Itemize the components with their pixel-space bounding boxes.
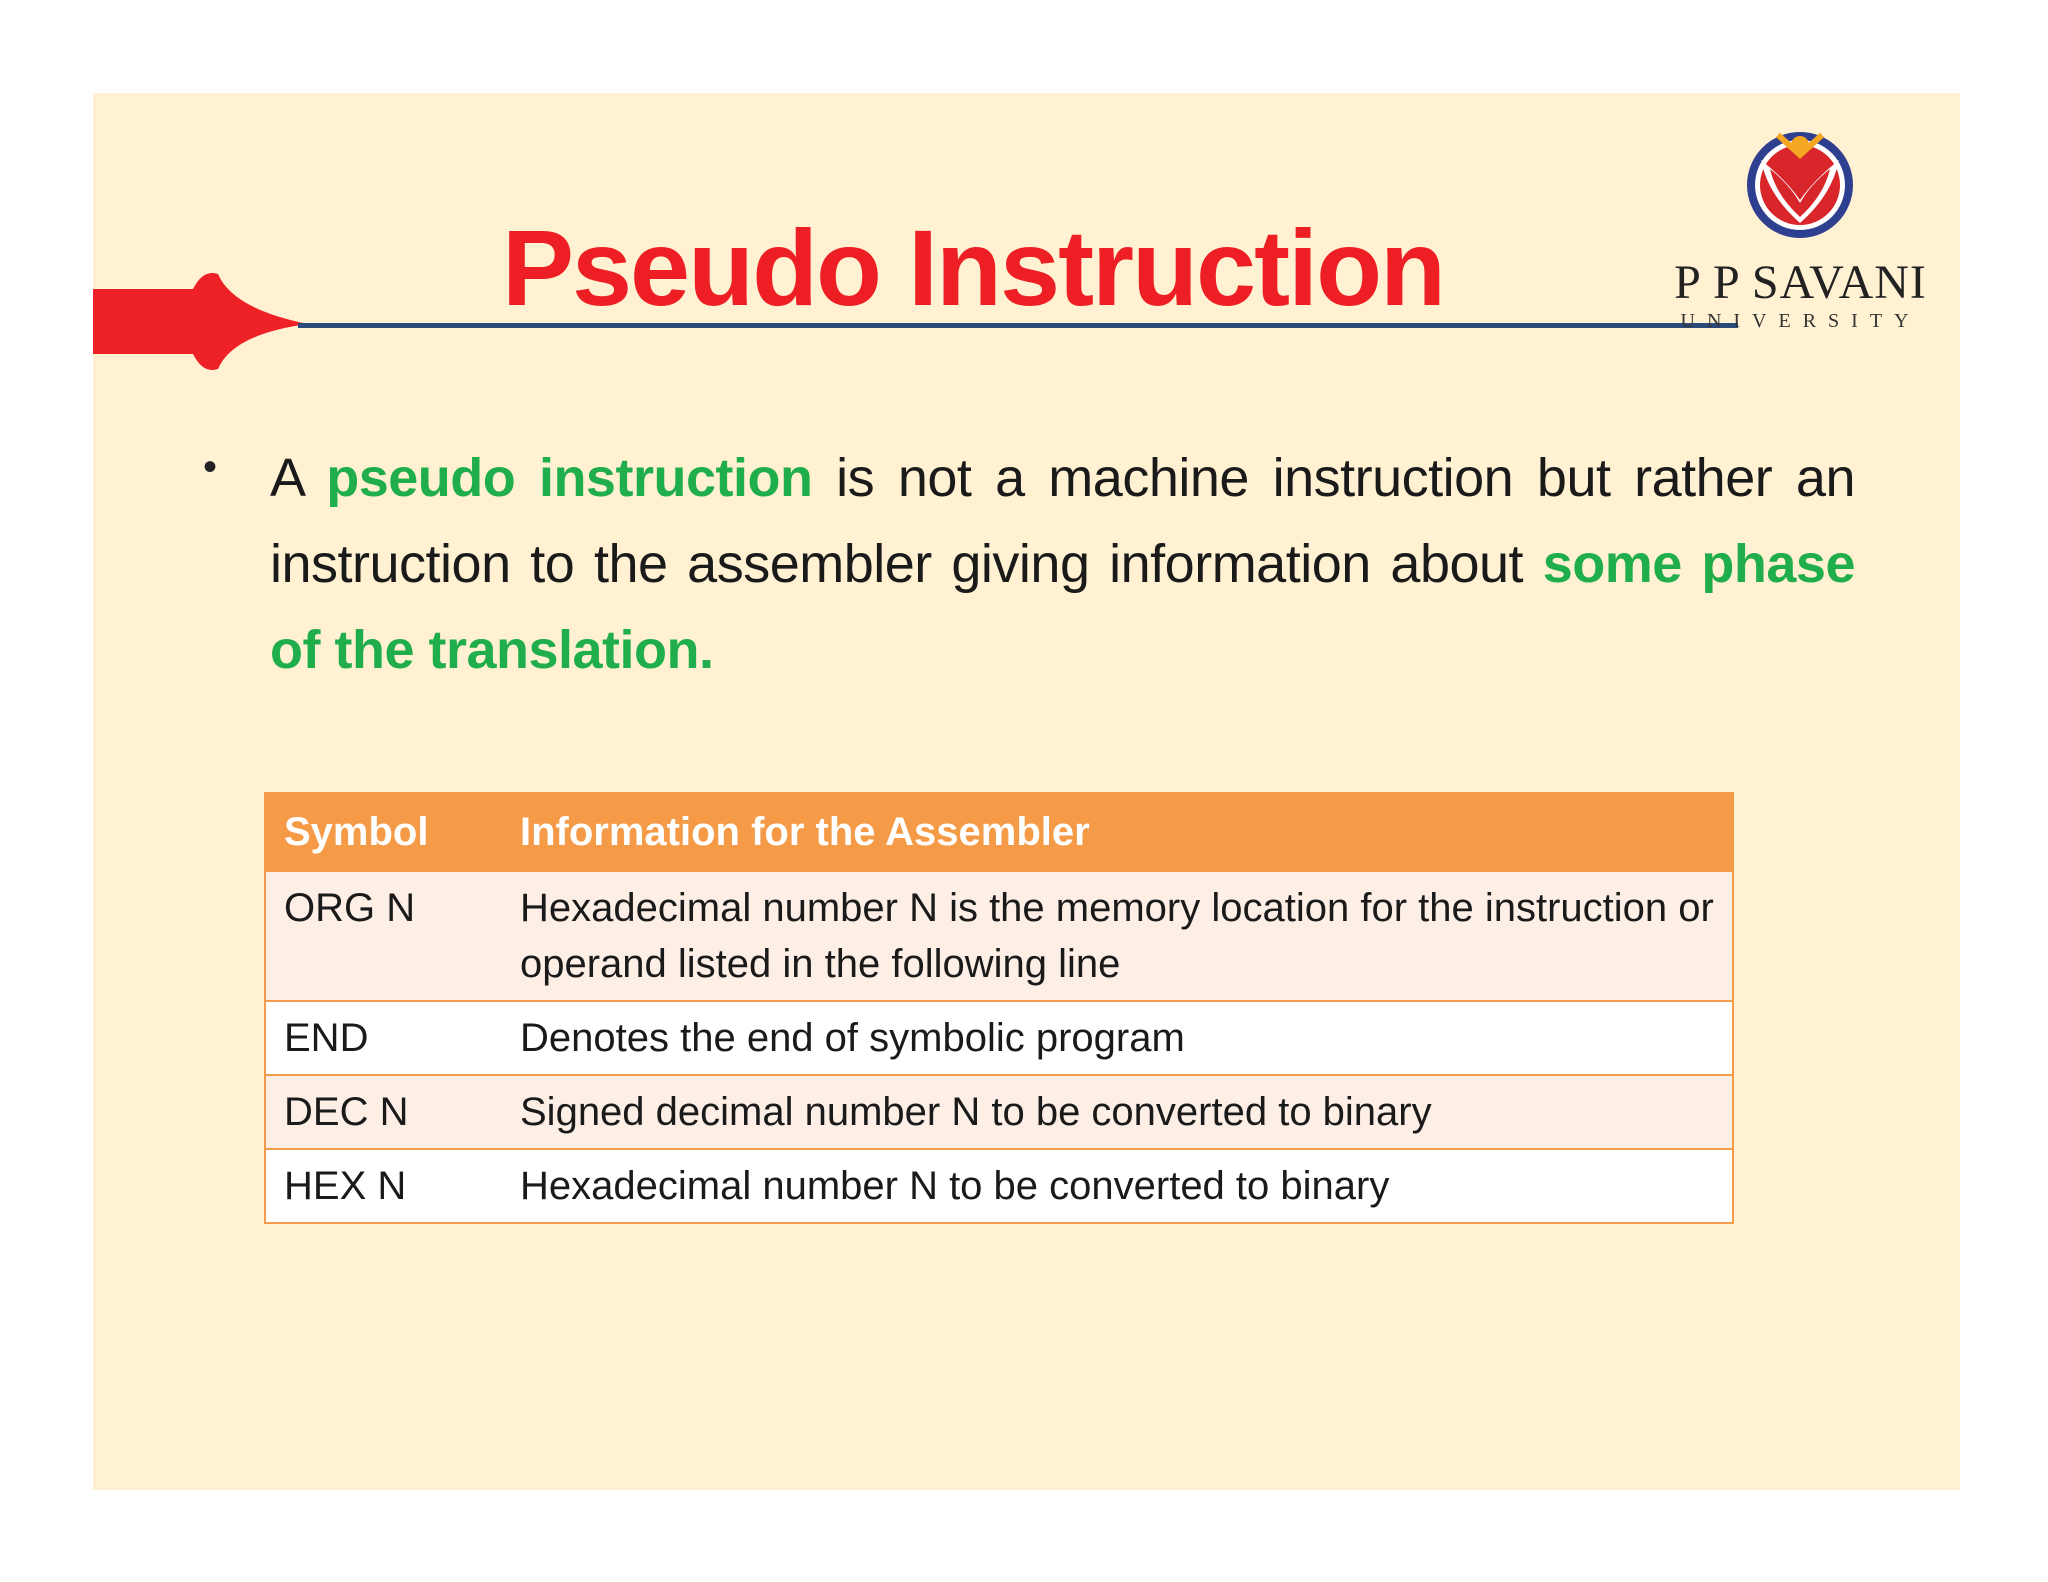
cell-info: Denotes the end of symbolic program — [502, 1001, 1732, 1075]
bullet-highlight-end: some phase of the translation. — [270, 534, 1855, 680]
cell-info: Hexadecimal number N to be converted to binary — [502, 1149, 1732, 1222]
table-row — [266, 1001, 1732, 1075]
cell-info: Hexadecimal number N is the memory location for the instruction or operand listed in the following line — [502, 871, 1732, 1001]
red-brush-accent — [93, 269, 308, 379]
cell-symbol: DEC N — [266, 1075, 502, 1149]
slide — [93, 93, 1960, 1490]
logo-name: P P SAVANI — [1674, 256, 1927, 309]
cell-symbol: END — [266, 1001, 502, 1075]
slide-title: Pseudo Instruction — [501, 207, 1445, 328]
bullet-term: pseudo instruction — [326, 448, 813, 508]
logo-subtitle: UNIVERSITY — [1680, 310, 1921, 332]
bullet-paragraph — [270, 435, 1855, 693]
table-row — [266, 1149, 1732, 1222]
bullet-icon: • — [203, 445, 218, 489]
table-header-row — [266, 794, 1732, 871]
table-row — [266, 1075, 1732, 1149]
cell-info: Signed decimal number N to be converted to binary — [502, 1075, 1732, 1149]
cell-symbol: ORG N — [266, 871, 502, 1001]
table-row — [266, 871, 1732, 1001]
pseudo-instruction-table — [264, 792, 1734, 1224]
bullet-prefix: A — [270, 448, 303, 508]
cell-symbol: HEX N — [266, 1149, 502, 1222]
header-info: Information for the Assembler — [502, 794, 1732, 871]
table — [266, 794, 1732, 1222]
header-symbol: Symbol — [266, 794, 502, 871]
bullet-middle: is not a machine instruction but rather an instruction to the assembler giving information about — [270, 448, 1855, 594]
